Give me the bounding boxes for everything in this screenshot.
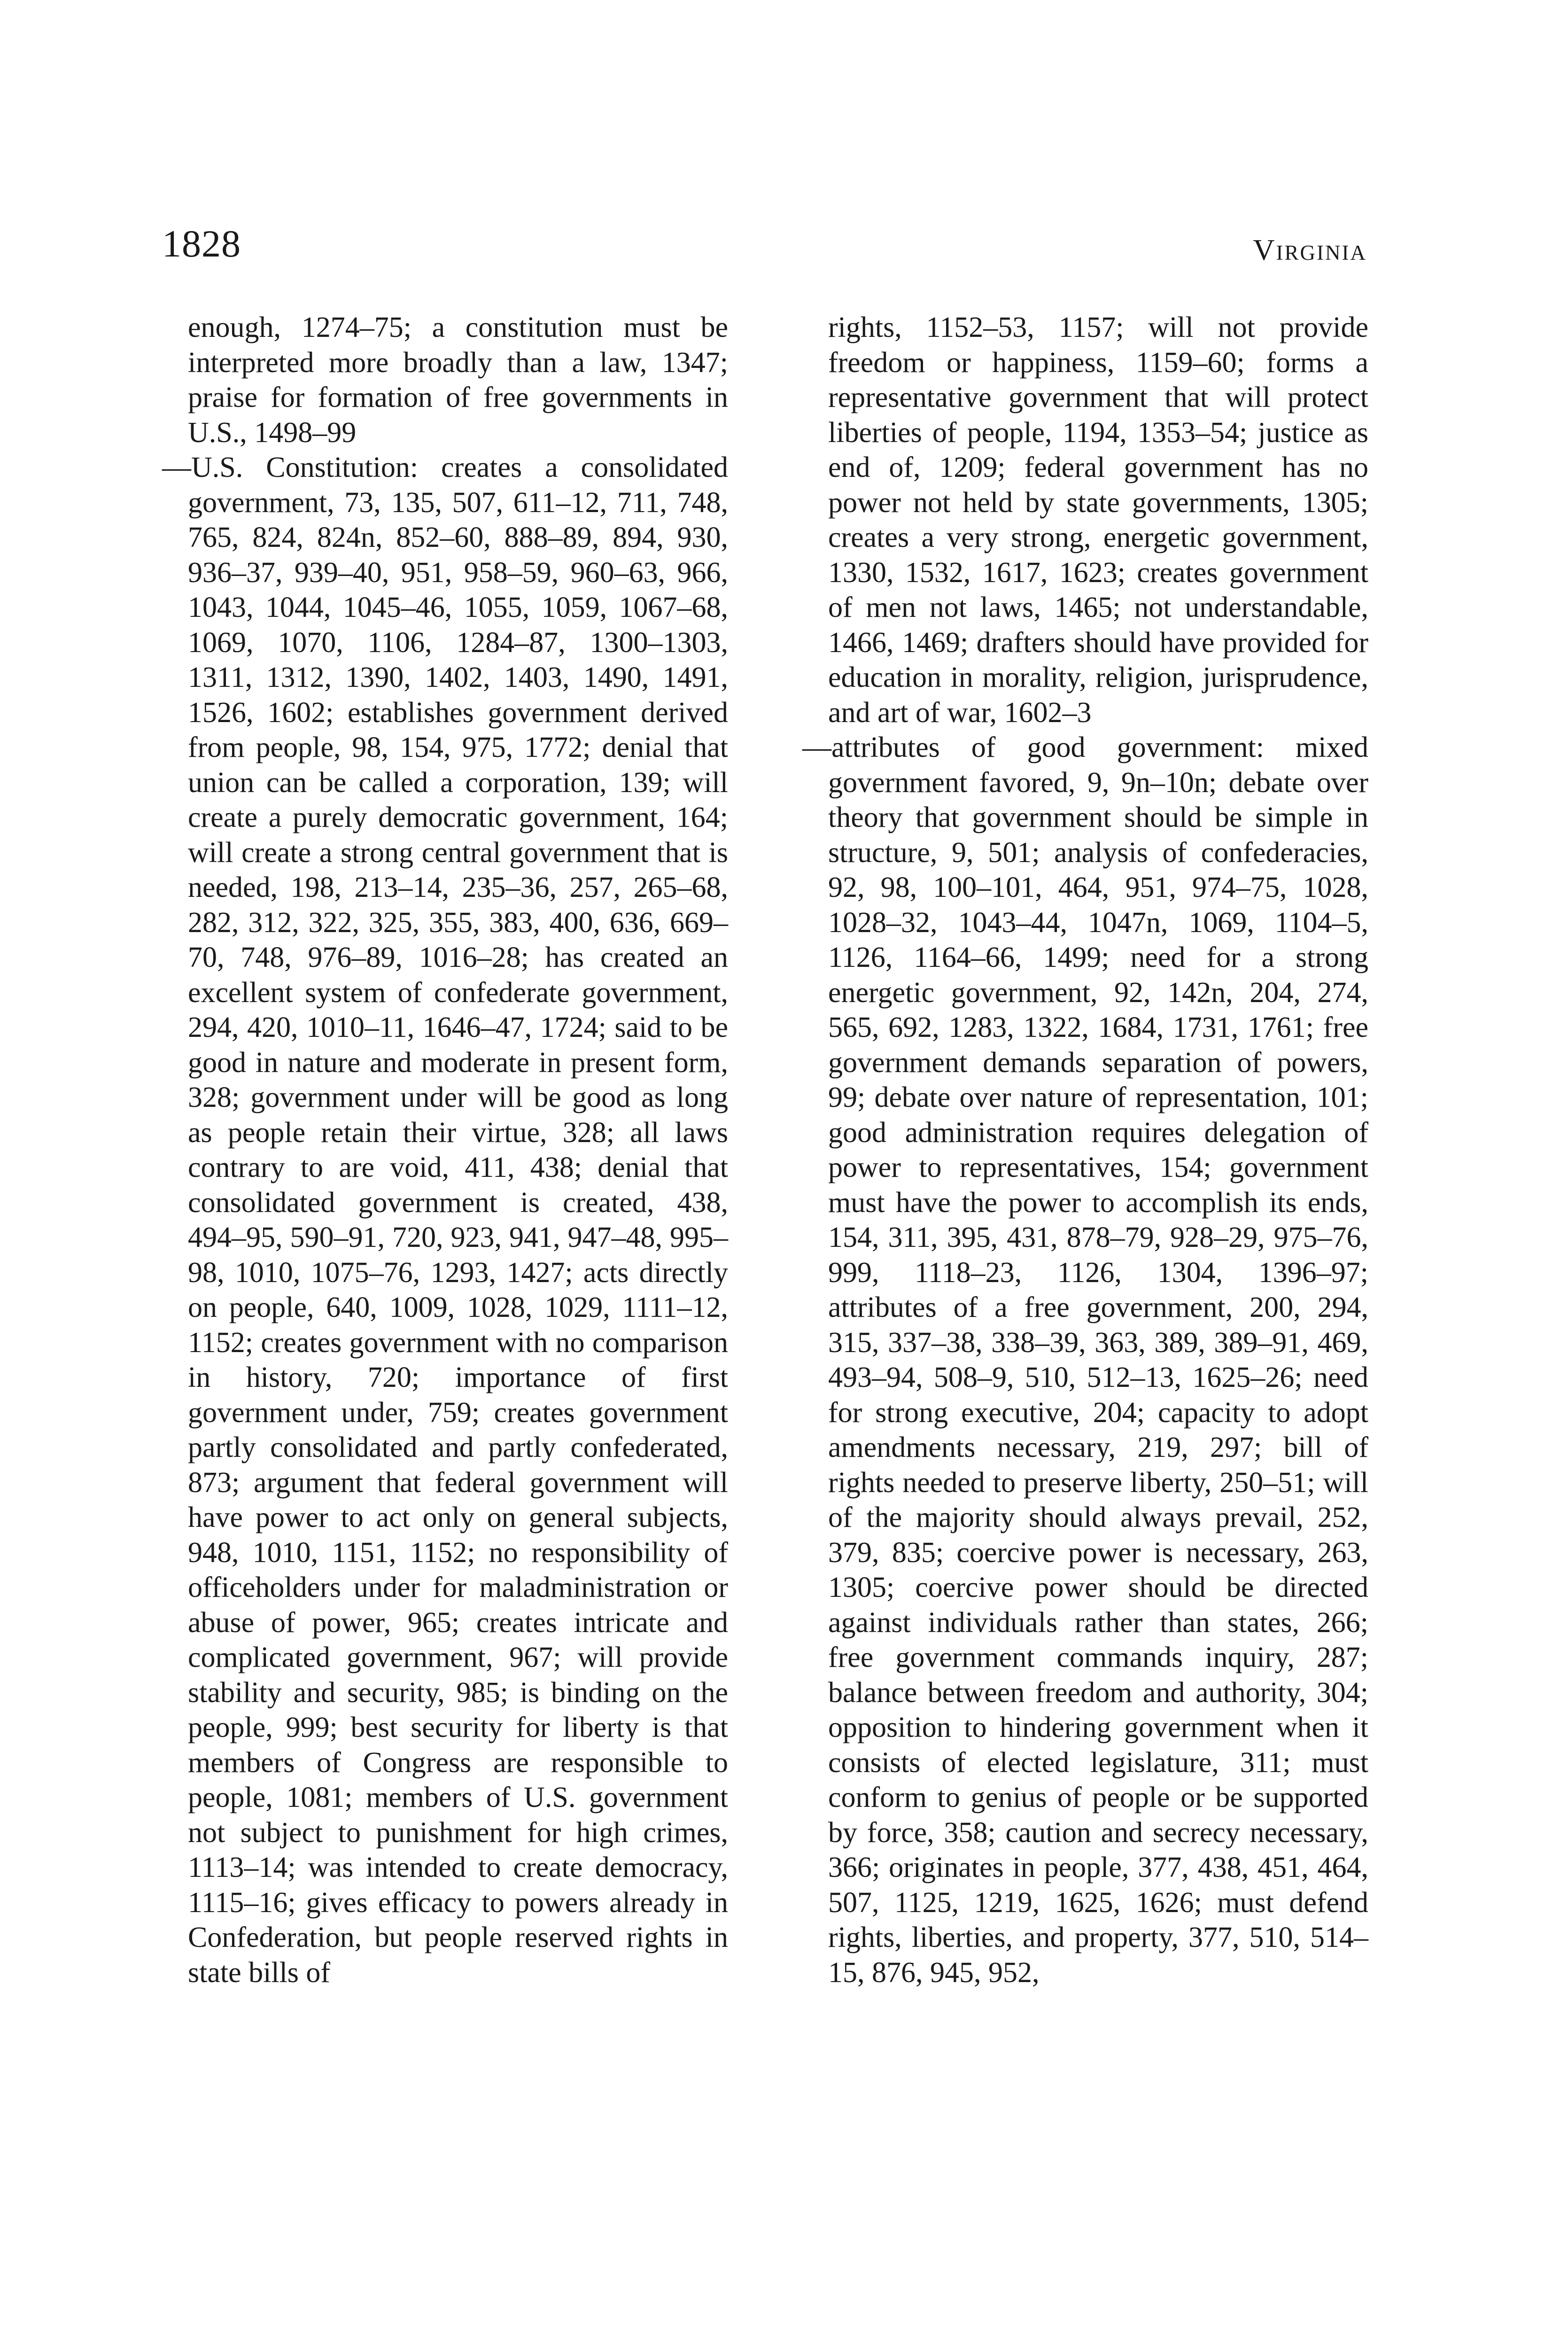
right-column bbox=[802, 310, 1368, 1990]
left-column bbox=[162, 310, 728, 1990]
running-head: Virginia bbox=[1253, 233, 1367, 266]
index-entry-continued: enough, 1274–75; a constitution must be interpreted more broadly than a law, 1347; praise for formation of free governments in U.S., 1498–99 bbox=[188, 311, 728, 449]
index-entry-us-constitution: —U.S. Constitution: creates a consolidated government, 73, 135, 507, 611–12, 711, 748, 765, 824, 824n, 852–60, 888–89, 894, 930, 936–37, 939–40, 951, 958–59, 960–63, 966, 1043, 1044, 1045–46, 1055, 1059, 1067–68, 1069, 1070, 1106, 1284–87, 1300–1303, 1311, 1312, 1390, 1402, 1403, 1490, 1491, 1526, 1602; establishes government derived from people, 98, 154, 975, 1772; denial that union can be called a corporation, 139; will create a purely democratic government, 164; will create a strong central government that is needed, 198, 213–14, 235–36, 257, 265–68, 282, 312, 322, 325, 355, 383, 400, 636, 669–70, 748, 976–89, 1016–28; has created an excellent system of confederate government, 294, 420, 1010–11, 1646–47, 1724; said to be good in nature and moderate in present form, 328; government under will be good as long as people retain their virtue, 328; all laws contrary to are void, 411, 438; denial that consolidated government is created, 438, 494–95, 590–91, 720, 923, 941, 947–48, 995–98, 1010, 1075–76, 1293, 1427; acts directly on people, 640, 1009, 1028, 1029, 1111–12, 1152; creates government with no comparison in history, 720; importance of first government under, 759; creates government partly consolidated and partly confederated, 873; argument that federal government will have power to act only on general subjects, 948, 1010, 1151, 1152; no responsibility of officeholders under for maladministration or abuse of power, 965; creates intricate and complicated government, 967; will provide stability and security, 985; is binding on the people, 999; best security for liberty is that members of Congress are responsible to people, 1081; members of U.S. government not subject to punishment for high crimes, 1113–14; was intended to create democracy, 1115–16; gives efficacy to powers already in Confederation, but people reserved rights in state bills of bbox=[162, 451, 728, 1989]
index-entry-attributes-of-good-government: —attributes of good government: mixed government favored, 9, 9n–10n; debate over theory that government should be simple in structure, 9, 501; analysis of confederacies, 92, 98, 100–101, 464, 951, 974–75, 1028, 1028–32, 1043–44, 1047n, 1069, 1104–5, 1126, 1164–66, 1499; need for a strong energetic government, 92, 142n, 204, 274, 565, 692, 1283, 1322, 1684, 1731, 1761; free government demands separation of powers, 99; debate over nature of representation, 101; good administration requires delegation of power to representatives, 154; government must have the power to accomplish its ends, 154, 311, 395, 431, 878–79, 928–29, 975–76, 999, 1118–23, 1126, 1304, 1396–97; attributes of a free government, 200, 294, 315, 337–38, 338–39, 363, 389, 389–91, 469, 493–94, 508–9, 510, 512–13, 1625–26; need for strong executive, 204; capacity to adopt amendments necessary, 219, 297; bill of rights needed to preserve liberty, 250–51; will of the majority should always prevail, 252, 379, 835; coercive power is necessary, 263, 1305; coercive power should be directed against individuals rather than states, 266; free government commands inquiry, 287; balance between freedom and authority, 304; opposition to hindering government when it consists of elected legislature, 311; must conform to genius of people or be supported by force, 358; caution and secrecy necessary, 366; originates in people, 377, 438, 451, 464, 507, 1125, 1219, 1625, 1626; must defend rights, liberties, and property, 377, 510, 514–15, 876, 945, 952, bbox=[802, 731, 1368, 1989]
index-entry-continued: rights, 1152–53, 1157; will not provide freedom or happiness, 1159–60; forms a representative government that will protect liberties of people, 1194, 1353–54; justice as end of, 1209; federal government has no power not held by state governments, 1305; creates a very strong, energetic government, 1330, 1532, 1617, 1623; creates government of men not laws, 1465; not understandable, 1466, 1469; drafters should have provided for education in morality, religion, jurisprudence, and art of war, 1602–3 bbox=[828, 311, 1368, 729]
page-number: 1828 bbox=[162, 222, 241, 265]
